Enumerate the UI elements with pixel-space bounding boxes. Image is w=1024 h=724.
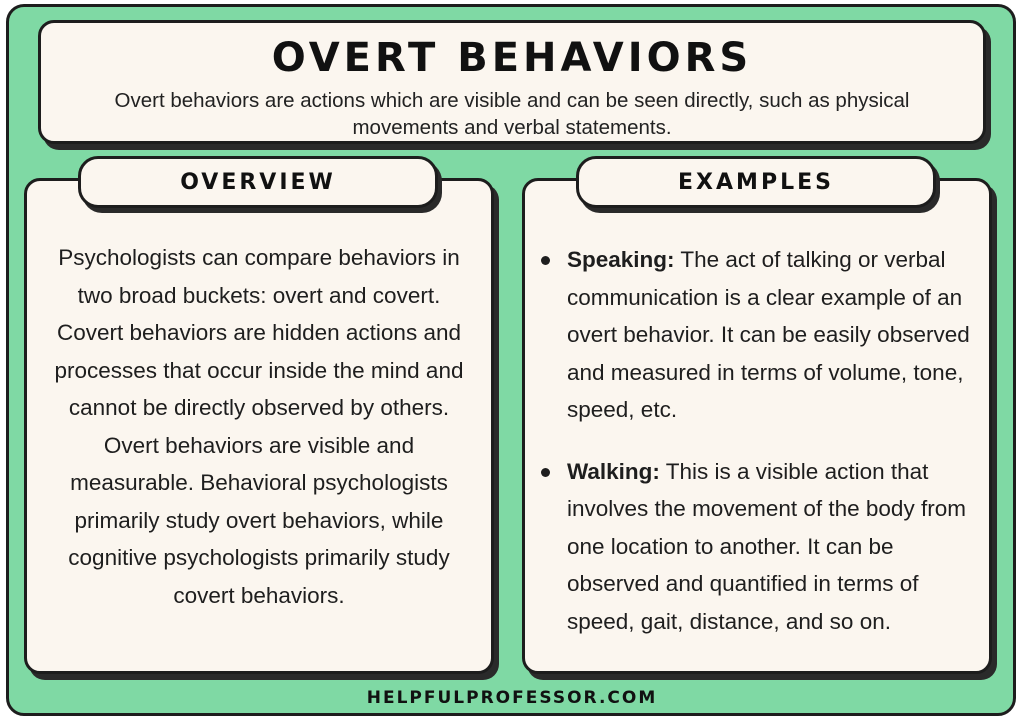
page-subtitle: Overt behaviors are actions which are visible and can be seen directly, such as physical movements and verbal statements. [114,89,910,139]
bullet-icon [541,256,550,265]
example-item-speaking [535,241,977,429]
examples-heading: EXAMPLES [576,156,936,208]
examples-list [535,241,977,664]
title-card [38,20,986,144]
overview-text: Psychologists can compare behaviors in two broad buckets: overt and covert. Covert behaviors are hidden actions and processes that occur inside the mind and cannot be directly observed by others. Overt behaviors are visible and measurable. Behavioral psychologists primarily study overt behaviors, while cognitive psychologists primarily study covert behaviors. [54,245,464,608]
examples-panel [522,178,992,674]
page-title: OVERT BEHAVIORS [271,35,753,81]
example-item-walking [535,453,977,641]
footer-site-name: HELPFULPROFESSOR.COM [366,688,658,708]
example-term: Walking: [567,458,660,484]
example-term: Speaking: [567,247,675,272]
overview-panel [24,178,494,674]
overview-heading: OVERVIEW [78,156,438,208]
example-description: The act of talking or verbal communication is a clear example of an overt behavior. It can be easily observed and measured in terms of volume, tone, speed, etc. [567,247,970,422]
bullet-icon [541,468,550,477]
example-description: This is a visible action that involves the movement of the body from one location to another. It can be observed and quantified in terms of speed, gait, distance, and so on. [567,458,966,634]
